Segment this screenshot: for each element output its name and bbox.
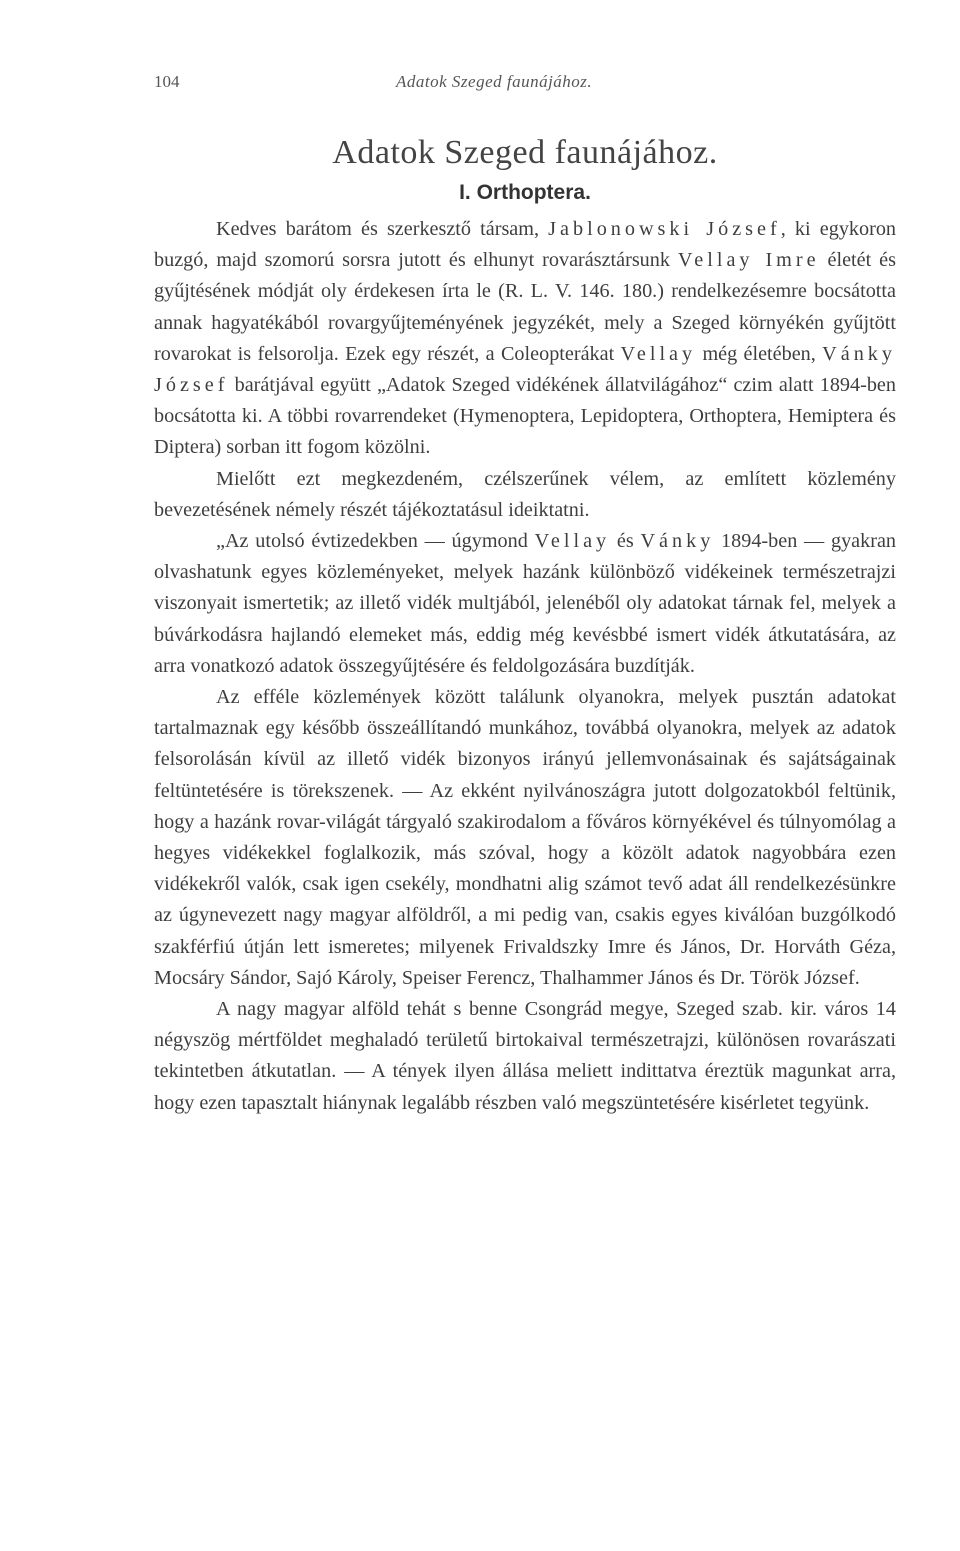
paragraph (154, 682, 896, 994)
emphasized-name: Vellay (534, 530, 611, 553)
paragraph (154, 526, 896, 682)
text-run: Kedves barátom és szerkesztő társam, (216, 218, 549, 240)
section-heading: I. Orthoptera. (459, 181, 591, 204)
page-number: 104 (154, 72, 180, 91)
paragraph (154, 214, 896, 464)
text-run: barátjával együtt „Adatok Szeged vidékének állatvilágához“ czim alatt 1894-ben bocsátotta ki. A többi rovarrendeket (Hymenoptera, Lepidoptera, Orthoptera, Hemiptera és Diptera) sorban itt fogom közölni. (154, 374, 896, 459)
emphasized-name: Vánky József (154, 342, 896, 397)
text-run: , ki egykoron buzgó, majd szomorú sorsra jutott és elhunyt rovarásztársunk (154, 218, 897, 272)
article-body (154, 214, 896, 1119)
text-run: életét és gyűjtésének módját oly érdekesen írta le (R. L. V. 146. 180.) rendelkezésemre bocsátotta annak hagyatékából rovargyűjteményének jegyzékét, mely a Szeged környékén gyűjtött rovarokat is felsorolja. Ezek egy részét, a Coleopterákat (154, 249, 896, 365)
running-title: Adatok Szeged faunájához. (396, 72, 593, 91)
article-title: Adatok Szeged faunájához. (332, 134, 718, 171)
paragraph (154, 994, 896, 1119)
emphasized-name: Vellay Imre (677, 249, 820, 272)
emphasized-name: Vellay (620, 342, 697, 365)
text-run: A nagy magyar alföld tehát s benne Csongrád megye, Szeged szab. kir. város 14 négyszög mértföldet meghaladó területű birtokaival természetrajzi, különösen rovarászati tekintetben átkutatlan. — A tények ilyen állása meliett indittatva éreztük magunkat arra, hogy ezen tapasztalt hiánynak legalább részben való megszüntetésére kisérletet tegyünk. (154, 998, 896, 1114)
text-run: „Az utolsó évtizedekben — úgymond (216, 530, 535, 553)
text-run: még életében, (696, 342, 823, 365)
paragraph (154, 464, 896, 526)
text-run: Az efféle közlemények között találunk olyanokra, melyek pusztán adatokat tartalmaznak egy később összeállítandó munkához, továbbá olyanokra, melyek az adatok felsorolásán kívül az illető vidék bizonyos irányú jellemvonásainak és sajátságainak feltüntetésére is törekszenek. — Az ekként nyilvánoszágra jutott dolgozatokból feltünik, hogy a hazánk rovar-világát tárgyaló szakirodalom a főváros környékével és túlnyomólag a hegyes vidékekkel foglalkozik, más szóval, hogy a közölt adatok nagyobbára ezen vidékekről valók, csak igen csekély, mondhatni alig számot tevő adat áll rendelkezésünkre az úgynevezett nagy magyar alföldről, a mi pedig van, csakis egyes kiválóan buzgólkodó szakférfiú útján lett ismeretes; milyenek Frivaldszky Imre és János, Dr. Horváth Géza, Mocsáry Sándor, Sajó Károly, Speiser Ferencz, Thalhammer János és Dr. Török József. (154, 686, 896, 989)
emphasized-name: Jablonowski József (548, 218, 781, 240)
emphasized-name: Vánky (640, 530, 715, 553)
text-run: 1894-ben — gyakran olvashatunk egyes közleményeket, melyek hazánk különböző vidékeinek természetrajzi viszonyait ismertetik; az illető vidék multjából, jelenéből oly adatokat tárnak fel, melyek a búvárkodásra hajlandó elemeket más, eddig még kevésbbé ismert vidék átkutatására, az arra vonatkozó adatok összegyűjtésére és feldolgozására buzdítják. (154, 530, 897, 677)
text-run: Mielőtt ezt megkezdeném, czélszerűnek vélem, az említett közlemény bevezetésének némely részét tájékoztatásul ideiktatni. (154, 467, 896, 521)
text-run: és (610, 530, 641, 553)
